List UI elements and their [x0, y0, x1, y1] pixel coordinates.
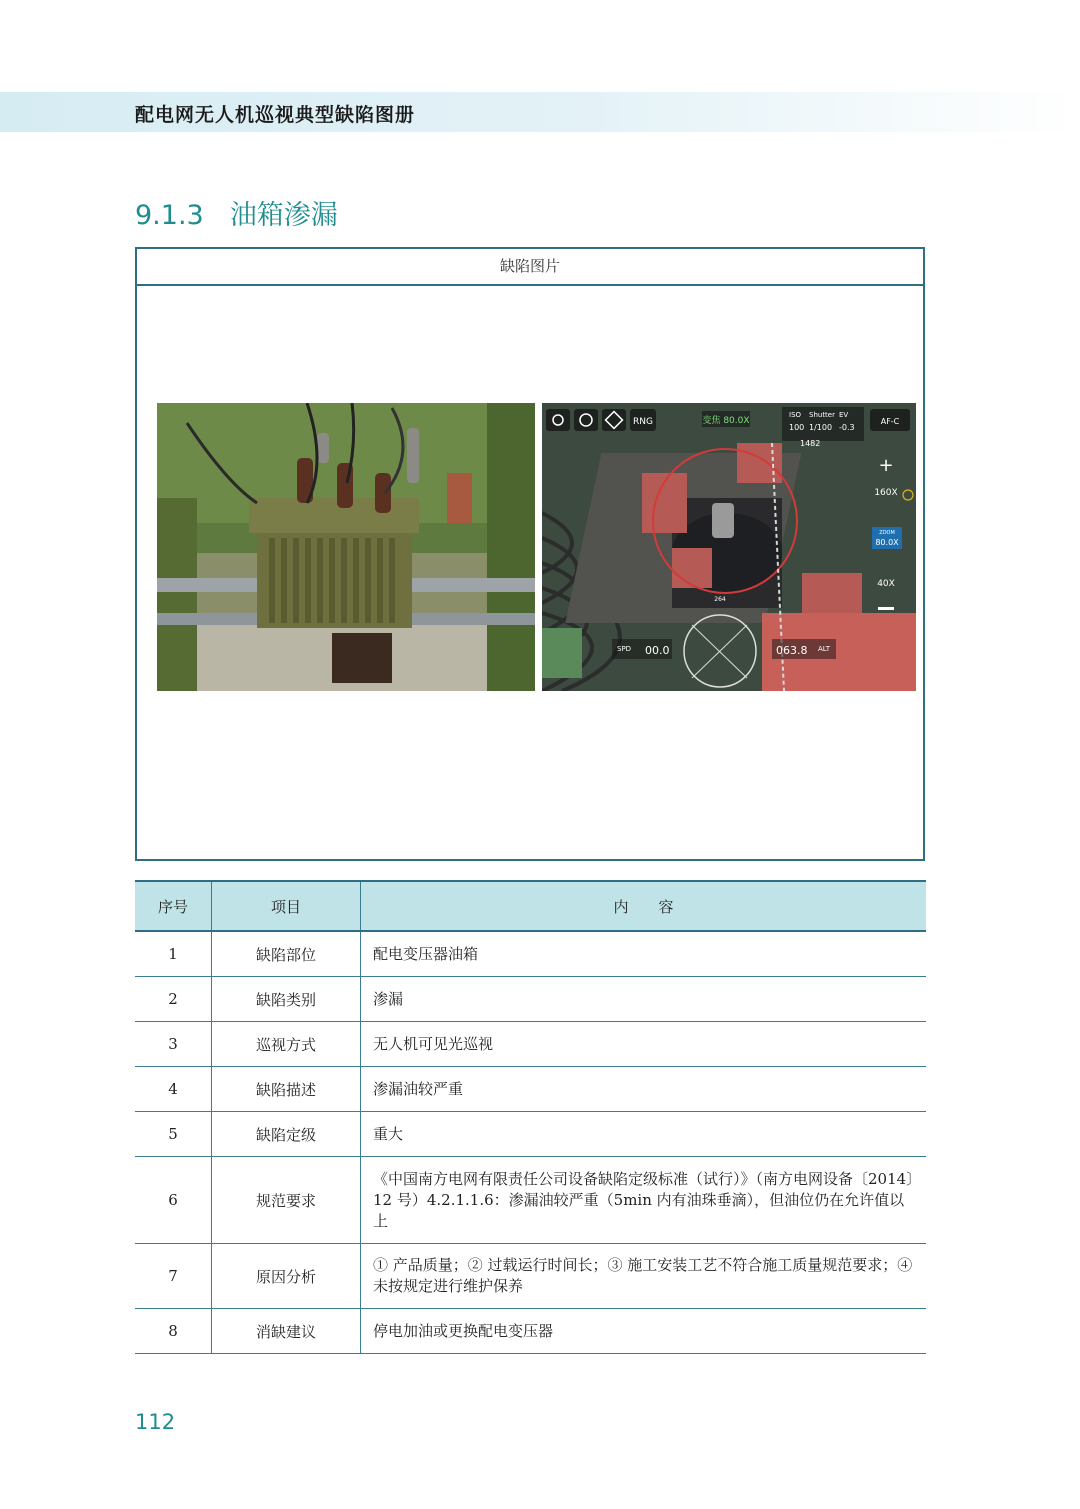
row-no: 1	[135, 931, 212, 977]
row-content: 停电加油或更换配电变压器	[361, 1309, 927, 1354]
table-row	[135, 1112, 926, 1157]
spd-label: SPD	[617, 645, 632, 653]
row-item: 规范要求	[212, 1157, 361, 1244]
row-content: 渗漏	[361, 977, 927, 1022]
table-header-row	[135, 881, 926, 931]
iso-label: ISO	[789, 411, 802, 419]
section-heading	[135, 193, 338, 232]
heading-readout: 264	[714, 596, 726, 603]
row-content: 《中国南方电网有限责任公司设备缺陷定级标准（试行）》（南方电网设备〔2014〕12 号）4.2.1.1.6：渗漏油较严重（5min 内有油珠垂滴），但油位仍在允许值以上	[361, 1157, 927, 1244]
row-no: 7	[135, 1244, 212, 1309]
col-header-item: 项目	[212, 881, 361, 931]
table-row	[135, 1157, 926, 1244]
zoom-value: 80.0X	[875, 538, 899, 547]
table-row	[135, 1244, 926, 1309]
row-content: 渗漏油较严重	[361, 1067, 927, 1112]
focus-readout: 变焦 80.0X	[702, 416, 750, 426]
shutter-value: 1/100	[809, 423, 833, 432]
shutter-label: Shutter	[809, 411, 835, 419]
book-title: 配电网无人机巡视典型缺陷图册	[135, 104, 416, 126]
row-content: 重大	[361, 1112, 927, 1157]
table-row	[135, 1022, 926, 1067]
table-row	[135, 1309, 926, 1354]
alt-label: ALT	[818, 645, 831, 653]
col-header-no: 序号	[135, 881, 212, 931]
drone-closeup-photo	[542, 403, 916, 691]
section-title: 油箱渗漏	[229, 200, 338, 231]
row-no: 4	[135, 1067, 212, 1112]
zoom-max-label: 160X	[874, 488, 898, 498]
rng-button-label: RNG	[633, 417, 653, 427]
row-item: 缺陷类别	[212, 977, 361, 1022]
row-content: 无人机可见光巡视	[361, 1022, 927, 1067]
iso-value: 100	[789, 423, 805, 432]
defect-figure-frame	[135, 247, 925, 861]
photo-counter: 1482	[800, 439, 821, 448]
col-header-content: 内 容	[361, 881, 927, 931]
row-content: ① 产品质量；② 过载运行时间长；③ 施工安装工艺不符合施工质量规范要求；④ 未按规定进行维护保养	[361, 1244, 927, 1309]
zoom-out-icon	[878, 607, 894, 610]
table-row	[135, 1067, 926, 1112]
row-content: 配电变压器油箱	[361, 931, 927, 977]
page-number: 112	[135, 1410, 176, 1434]
row-no: 8	[135, 1309, 212, 1354]
row-item: 消缺建议	[212, 1309, 361, 1354]
zoom-in-icon: +	[878, 455, 894, 476]
zoom-min-label: 40X	[877, 579, 895, 589]
spd-value: 00.0	[645, 644, 670, 657]
defect-info-table	[135, 880, 926, 1354]
ev-label: EV	[839, 411, 849, 419]
transformer-overview-photo	[157, 403, 535, 691]
row-no: 6	[135, 1157, 212, 1244]
af-mode-button: AF-C	[880, 417, 900, 426]
row-no: 5	[135, 1112, 212, 1157]
ev-value: -0.3	[839, 423, 855, 432]
row-item: 缺陷部位	[212, 931, 361, 977]
zoom-label: ZOOM	[879, 530, 895, 536]
table-row	[135, 977, 926, 1022]
row-item: 缺陷描述	[212, 1067, 361, 1112]
alt-value: 063.8	[776, 644, 808, 657]
table-row	[135, 931, 926, 977]
row-no: 3	[135, 1022, 212, 1067]
section-number: 9.1.3	[135, 200, 204, 231]
row-item: 缺陷定级	[212, 1112, 361, 1157]
row-item: 原因分析	[212, 1244, 361, 1309]
row-no: 2	[135, 977, 212, 1022]
row-item: 巡视方式	[212, 1022, 361, 1067]
figure-caption: 缺陷图片	[137, 249, 923, 286]
